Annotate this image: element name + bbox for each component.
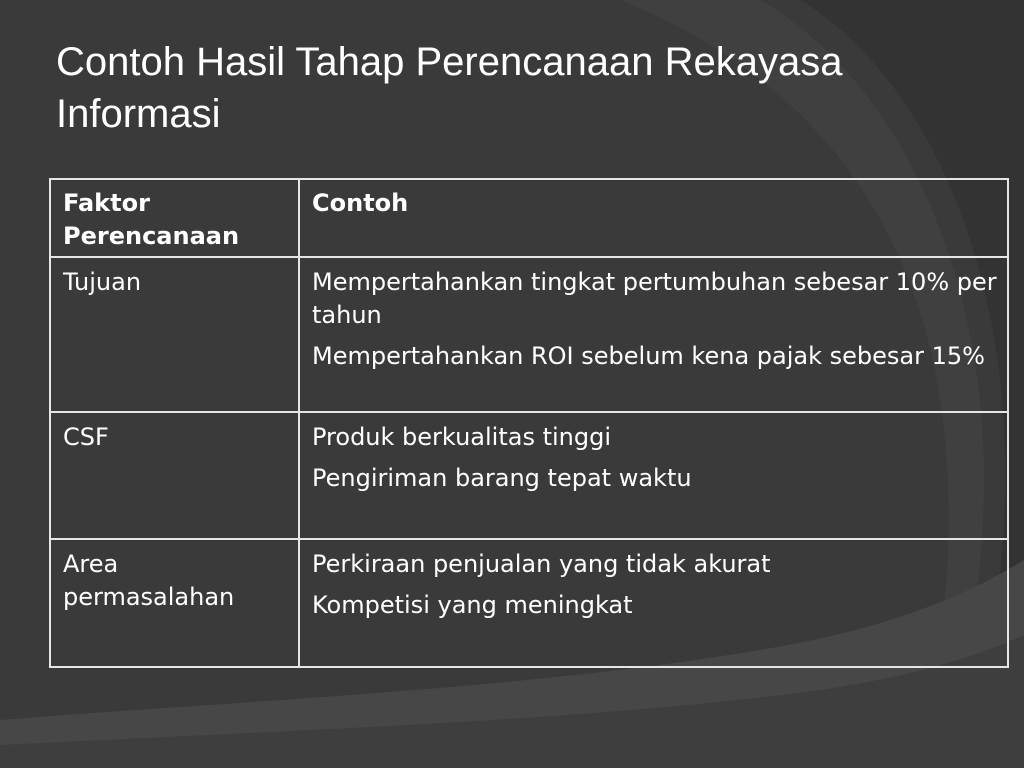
- examples-cell: [299, 412, 1008, 539]
- table-header-row: [50, 179, 1008, 257]
- planning-table-container: [49, 178, 1007, 668]
- planning-table: [49, 178, 1009, 668]
- example-item: Produk berkualitas tinggi: [312, 423, 612, 451]
- header-contoh: Contoh: [299, 179, 1008, 257]
- factor-cell: CSF: [50, 412, 299, 539]
- examples-cell: [299, 539, 1008, 667]
- example-item: Pengiriman barang tepat waktu: [312, 464, 692, 492]
- examples-cell: [299, 257, 1008, 412]
- example-item: Mempertahankan ROI sebelum kena pajak sebesar 15%: [312, 342, 985, 370]
- table-row: [50, 257, 1008, 412]
- example-item: Kompetisi yang meningkat: [312, 591, 633, 619]
- table-row: [50, 539, 1008, 667]
- example-item: Perkiraan penjualan yang tidak akurat: [312, 550, 771, 578]
- factor-cell: Tujuan: [50, 257, 299, 412]
- factor-cell: Area permasalahan: [50, 539, 299, 667]
- slide-title: Contoh Hasil Tahap Perencanaan Rekayasa Informasi: [56, 40, 843, 136]
- example-item: Mempertahankan tingkat pertumbuhan sebesar 10% per tahun: [312, 268, 997, 329]
- header-faktor-perencanaan: Faktor Perencanaan: [50, 179, 299, 257]
- table-row: [50, 412, 1008, 539]
